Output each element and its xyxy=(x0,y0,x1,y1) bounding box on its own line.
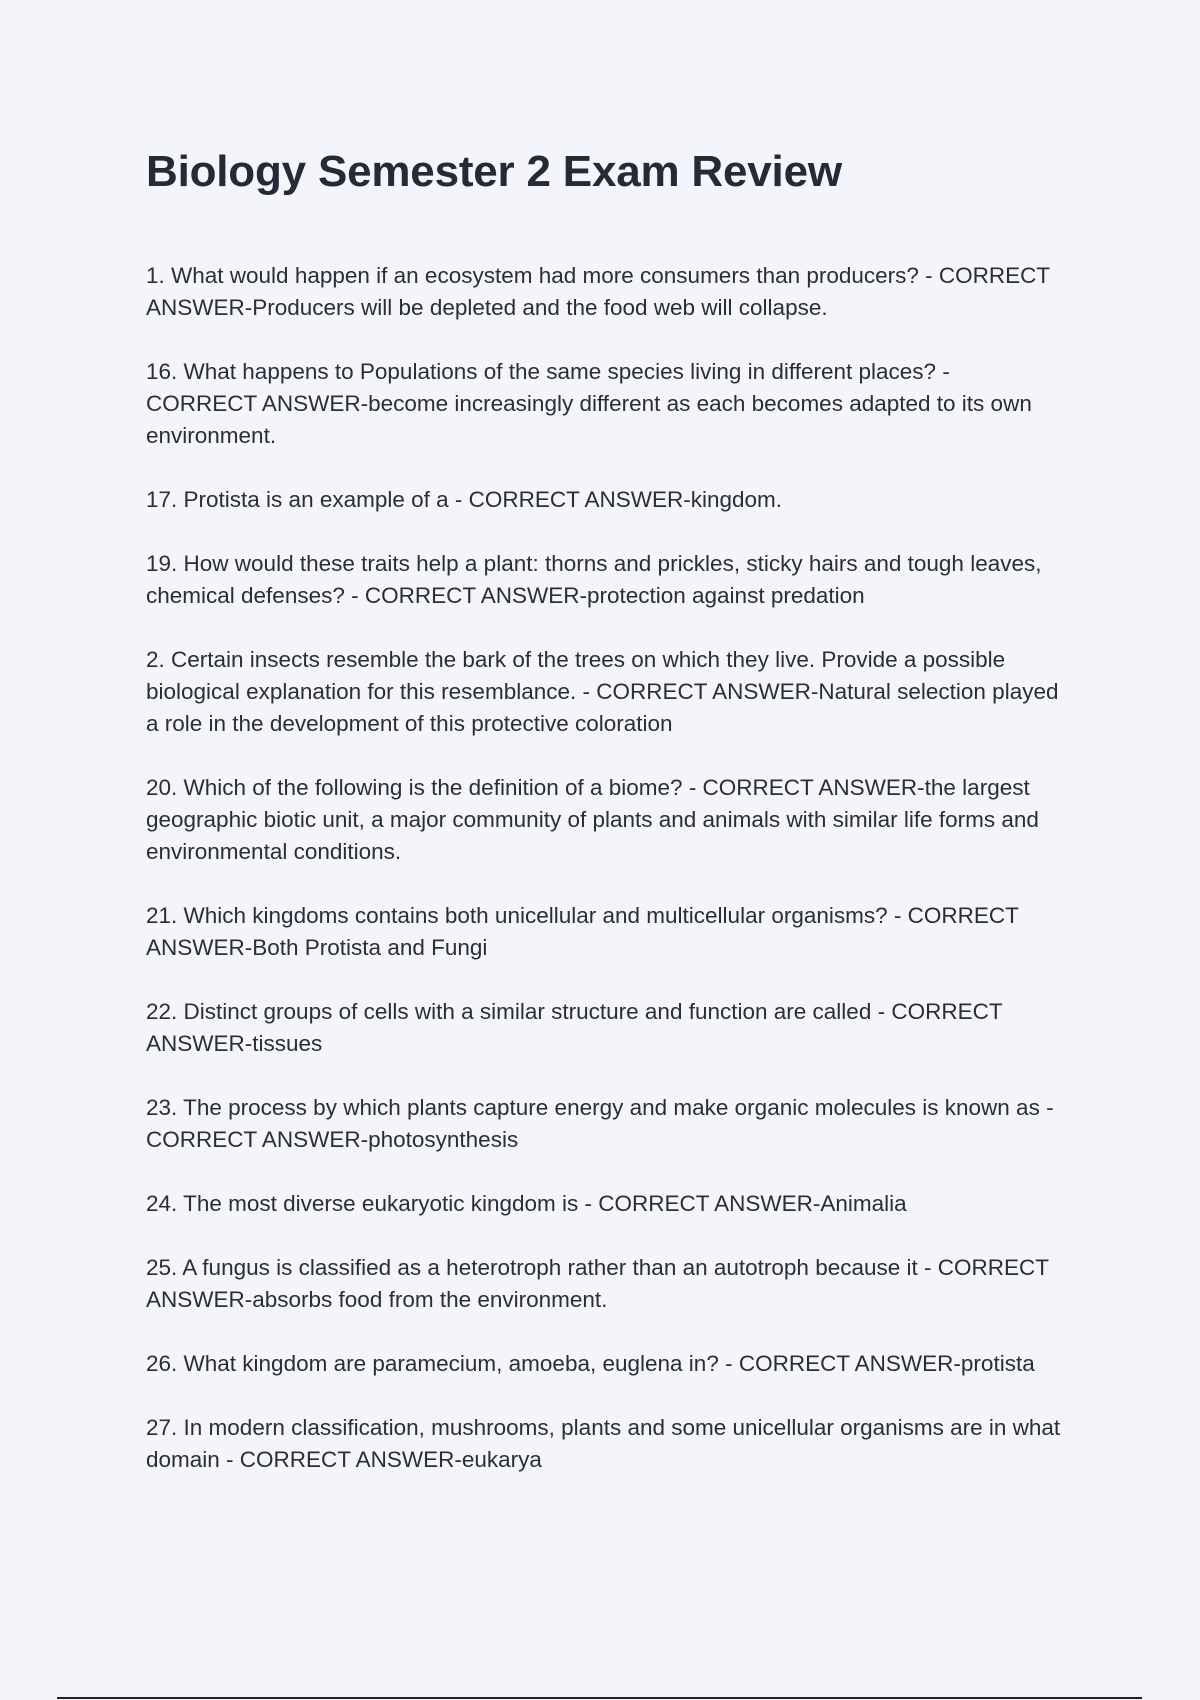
qa-item-1: 1. What would happen if an ecosystem had more consumers than producers? - CORRECT ANSWER-Producers will be depleted and the food web will collapse. xyxy=(146,263,1050,320)
qa-item-2: 2. Certain insects resemble the bark of the trees on which they live. Provide a possible biological explanation for this resemblance. - CORRECT ANSWER-Natural selection played a role in the development of this protective coloration xyxy=(146,647,1059,736)
qa-item-20: 20. Which of the following is the definition of a biome? - CORRECT ANSWER-the largest geographic biotic unit, a major community of plants and animals with similar life forms and environmental conditions. xyxy=(146,775,1039,864)
page-title: Biology Semester 2 Exam Review xyxy=(146,147,842,196)
qa-item-23: 23. The process by which plants capture energy and make organic molecules is known as - CORRECT ANSWER-photosynthesis xyxy=(146,1095,1054,1152)
document-content xyxy=(146,140,1066,1508)
bottom-divider xyxy=(57,1697,1142,1699)
qa-item-26: 26. What kingdom are paramecium, amoeba, euglena in? - CORRECT ANSWER-protista xyxy=(146,1351,1035,1376)
qa-item-19: 19. How would these traits help a plant: thorns and prickles, sticky hairs and tough leaves, chemical defenses? - CORRECT ANSWER-protection against predation xyxy=(146,551,1042,608)
qa-item-25: 25. A fungus is classified as a heterotroph rather than an autotroph because it - CORRECT ANSWER-absorbs food from the environment. xyxy=(146,1255,1049,1312)
qa-item-27: 27. In modern classification, mushrooms, plants and some unicellular organisms are in what domain - CORRECT ANSWER-eukarya xyxy=(146,1415,1061,1472)
qa-item-16: 16. What happens to Populations of the same species living in different places? - CORRECT ANSWER-become increasingly different as each becomes adapted to its own environment. xyxy=(146,359,1032,448)
qa-item-24: 24. The most diverse eukaryotic kingdom is - CORRECT ANSWER-Animalia xyxy=(146,1191,907,1216)
qa-item-22: 22. Distinct groups of cells with a similar structure and function are called - CORRECT ANSWER-tissues xyxy=(146,999,1003,1056)
qa-item-21: 21. Which kingdoms contains both unicellular and multicellular organisms? - CORRECT ANSWER-Both Protista and Fungi xyxy=(146,903,1019,960)
qa-list xyxy=(146,260,1066,1476)
qa-item-17: 17. Protista is an example of a - CORRECT ANSWER-kingdom. xyxy=(146,487,783,512)
